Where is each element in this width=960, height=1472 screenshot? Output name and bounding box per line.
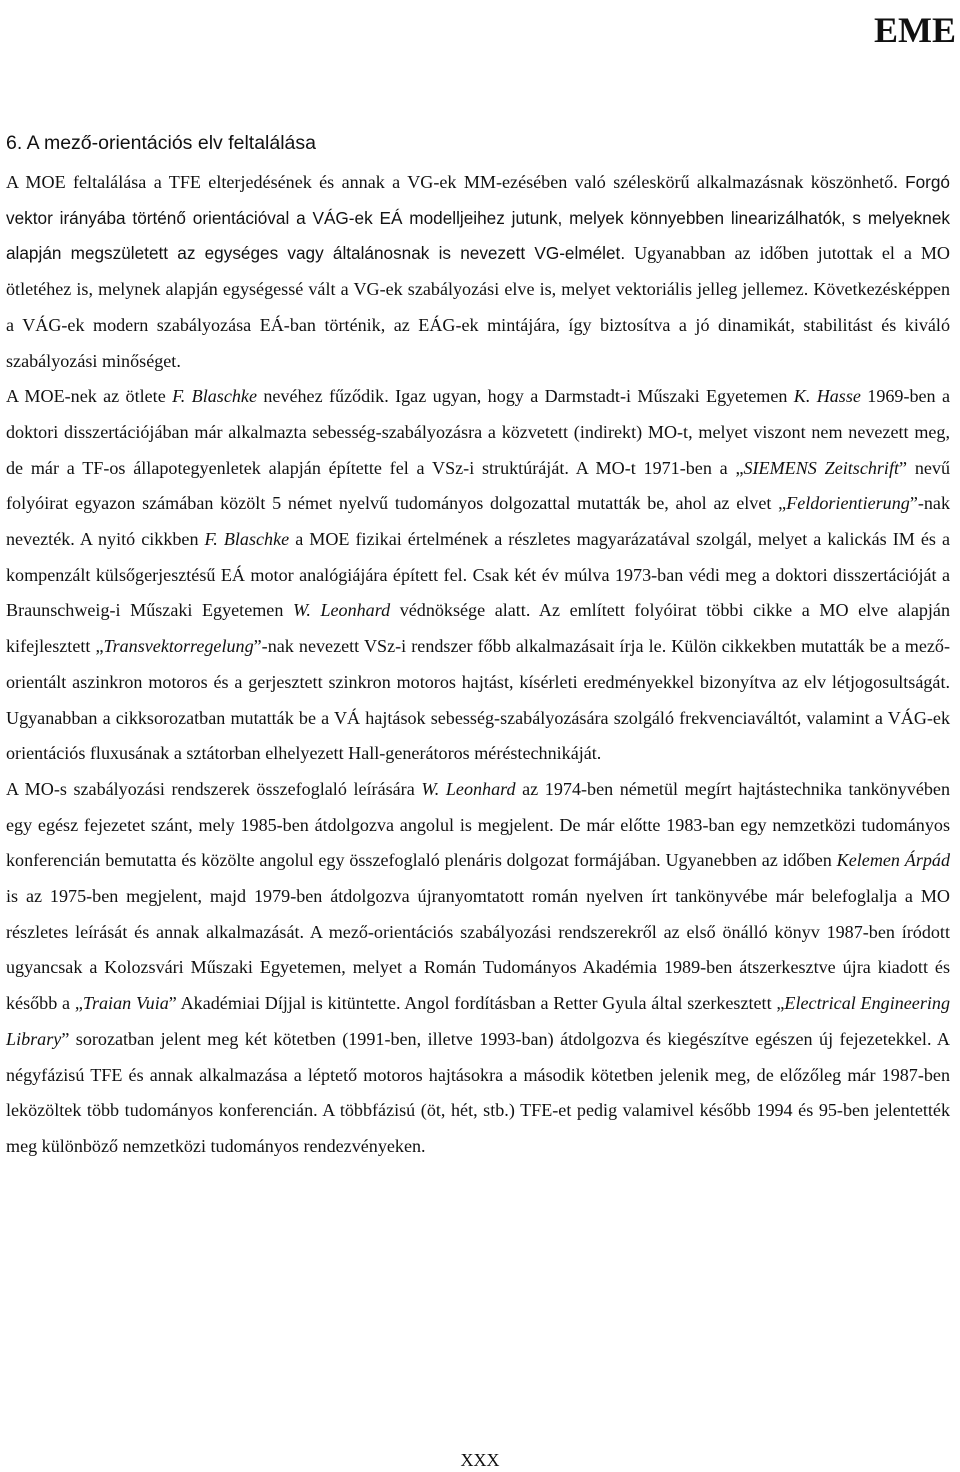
series-title: Electrical Engineering Library [6,993,950,1049]
text-segment: A MOE-nek az ötlete [6,386,173,407]
publisher-logo: EME [873,10,956,50]
author-name: W. Leonhard [292,600,391,621]
paragraph-1 [6,165,950,379]
term-italic: Feldorientierung [786,493,910,514]
text-segment: ” sorozatban jelent meg két kötetben (1991-ben, illetve 1993-ban) átdolgozva és kiegészítve egészen új fejezetekkel. A négyfázisú TFE és annak alkalmazása a léptető motoros hajtásokra a második kötetben jelenik meg, de előzőleg már 1987-ben leközöltek több tudományos konferencián. A többfázisú (öt, hét, stb.) TFE-et pedig valamivel később 1994 és 95-ben jelentették meg különböző nemzetközi tudományos rendezvényeken. [6,1028,950,1156]
text-segment: ”-nak nevezték. A nyitó cikkben [6,493,950,550]
text-segment: ” nevű folyóirat egyazon számában közölt 5 német nyelvű tudományos dolgozattal mutatták be, ahol az elvet „ [6,457,950,514]
text-segment: is az 1975-ben megjelent, majd 1979-ben átdolgozva újranyomtatott román nyelven írt tankönyvébe már belefoglalja a MO részletes leírását és annak alkalmazását. A mező-orientációs szabályozási rendszerekről az első önálló könyv 1987-ben íródott ugyancsak a Kolozsvári Műszaki Egyetemen, melyet a Román Tudományos Akadémia 1989-ben átszerkesztve újra kiadott és később a „ [6,886,950,1014]
journal-title: SIEMENS Zeitschrift [743,457,900,478]
paragraph-3 [6,772,950,1165]
author-name: K. Hasse [793,386,861,407]
text-segment: 1969-ben a doktori disszertációjában már alkalmazta sebesség-szabályozásra a közvetett (indirekt) MO-t, melyet viszont nem nevezett meg, de már a TF-os állapotegyenletek alapján építette fel a VSz-i struktúráját. A MO-t 1971-ben a „ [6,386,950,478]
text-segment: A MO-s szabályozási rendszerek összefoglaló leírására [6,778,422,799]
paragraph-1-sentence-1: A MOE feltalálása a TFE elterjedésének és annak a VG-ek MM-ezésében való széleskörű alkalmazásnak köszönhető. [6,172,898,192]
document-body [6,165,950,1165]
author-name: W. Leonhard [421,778,516,799]
paragraph-2 [6,379,950,772]
term-italic: Transvektorregelung [103,636,254,657]
author-name: F. Blaschke [172,386,257,407]
text-segment: a MOE fizikai értelmének a részletes magyarázatával szolgál, melyet a kalickás IM és a kompenzált külsőgerjesztésű EÁ motor analógiájára épített fel. Csak két év múlva 1973-ban védi meg a doktori disszertációját a Braunschweig-i Műszaki Egyetemen [6,529,950,621]
text-segment: ”-nak nevezett VSz-i rendszer főbb alkalmazásait írja le. Külön cikkekben mutatták be a mező-orientált aszinkron motoros és a gerjesztett szinkron motoros hajtást, kísérleti eredményekkel bizonyítva az elv létjogosultságát. Ugyanabban a cikksorozatban mutatták be a VÁ hajtások sebesség-szabályozására szolgáló frekvenciaváltót, valamint a VÁG-ek orientációs fluxusának a sztátorban elhelyezett Hall-generátoros méréstechnikáját. [6,636,950,764]
text-segment: ” Akadémiai Díjjal is kitüntette. Angol fordításban a Retter Gyula által szerkesztett „ [168,993,785,1014]
paragraph-1-sentence-2: Forgó vektor irányába történő orientációval a VÁG-ek EÁ modelljeihez jutunk, melyek könnyebben linearizálhatók, s melyeknek alapján megszületett az egységes vagy általánosnak is nevezett VG-elmélet. [6,172,950,264]
author-name: Kelemen Árpád [836,850,950,871]
author-name: F. Blaschke [204,529,290,550]
page-number: XXX [460,1450,500,1470]
section-heading: 6. A mező-orientációs elv feltalálása [6,132,317,154]
text-segment: nevéhez fűződik. Igaz ugyan, hogy a Darmstadt-i Műszaki Egyetemen [256,386,794,407]
award-name: Traian Vuia [82,993,169,1014]
text-segment: az 1974-ben németül megírt hajtástechnika tankönyvében egy egész fejezetet szánt, mely 1985-ben átdolgozva angolul is megjelent. De már előtte 1983-ban egy nemzetközi tudományos konferencián bemutatta és közölte angolul egy összefoglaló plenáris dolgozat formájában. Ugyanebben az időben [6,778,950,871]
text-segment: védnöksége alatt. Az említett folyóirat többi cikke a MO elve alapján kifejlesztett „ [6,600,951,657]
paragraph-1-sentence-3: Ugyanabban az időben jutottak el a MO ötletéhez is, melynek alapján egységessé vált a VG-ek szabályozási elve is, melyet vektoriális jelleg jellemez. Következésképpen a VÁG-ek modern szabályozása EÁ-ban történik, az EÁG-ek mintájára, így biztosítva a jó dinamikát, stabilitást és kiváló szabályozási minőséget. [6,243,950,371]
